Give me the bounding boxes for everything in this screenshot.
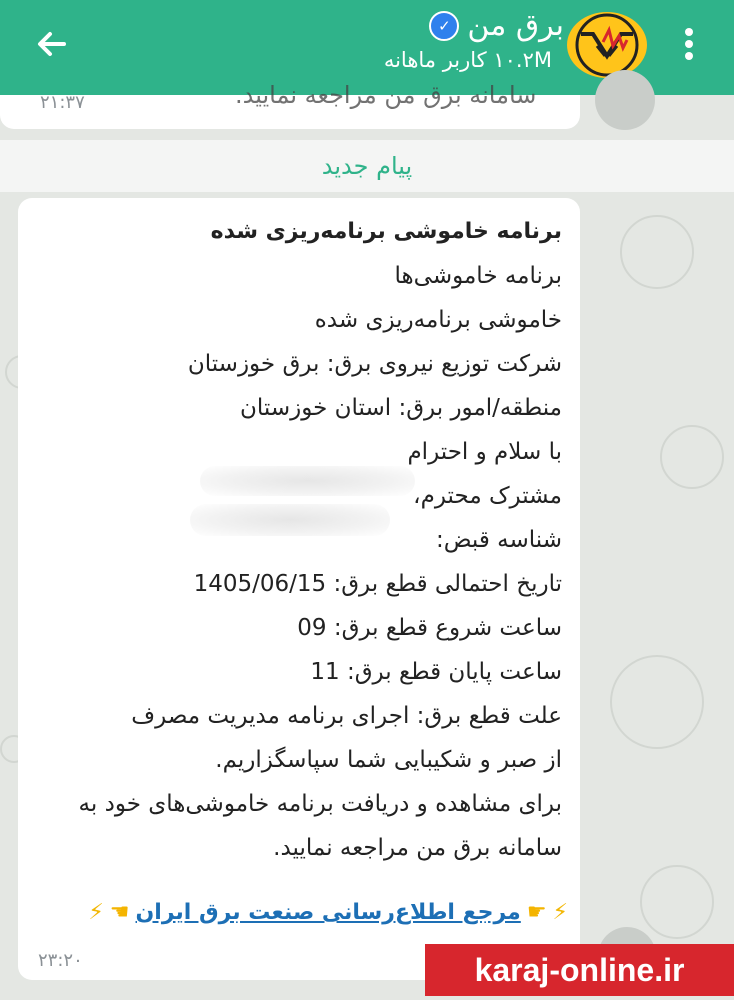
lightning-icon: ⚡ <box>552 900 568 925</box>
share-icon[interactable] <box>595 70 655 130</box>
message-line: شرکت توزیع نیروی برق: برق خوزستان <box>187 351 562 377</box>
reference-link[interactable]: مرجع اطلاع‌رسانی صنعت برق ایران <box>135 900 521 925</box>
message-line: برنامه خاموشی‌ها <box>394 263 562 289</box>
message-line: مشترک محترم، <box>413 483 562 509</box>
message-line: برای مشاهده و دریافت برنامه خاموشی‌های خود به <box>78 791 562 817</box>
pointing-hand-icon: ☚ <box>109 900 130 925</box>
message-line: ساعت پایان قطع برق: 11 <box>310 659 562 685</box>
channel-name: برق من <box>467 8 564 43</box>
message-heading: برنامه خاموشی برنامه‌ریزی شده <box>210 219 562 244</box>
more-vert-icon <box>672 20 706 68</box>
subscriber-count: ۱۰.۲M کاربر ماهانه <box>383 48 552 72</box>
footer-link-row <box>88 900 568 925</box>
watermark: karaj-online.ir <box>425 944 734 996</box>
power-logo-icon <box>567 12 647 78</box>
message-line: شناسه قبض: <box>436 527 562 553</box>
channel-avatar[interactable] <box>567 12 647 78</box>
message-text <box>2 210 562 870</box>
message-line: از صبر و شکیبایی شما سپاسگزاریم. <box>215 747 562 773</box>
message-line: خاموشی برنامه‌ریزی شده <box>314 307 562 333</box>
pointing-hand-icon: ☛ <box>526 900 547 925</box>
more-button[interactable] <box>672 20 706 68</box>
redacted-bill-id <box>190 504 390 536</box>
channel-title[interactable] <box>429 8 564 43</box>
message-line: سامانه برق من مراجعه نمایید. <box>273 835 562 861</box>
back-button[interactable] <box>30 22 74 66</box>
lightning-icon: ⚡ <box>88 900 104 925</box>
arrow-left-icon <box>30 22 74 66</box>
message-line: تاریخ احتمالی قطع برق: 1405/06/15 <box>193 571 562 597</box>
verified-badge-icon: ✓ <box>429 11 459 41</box>
message-time: ۲۳:۲۰ <box>38 950 83 971</box>
message-line: ساعت شروع قطع برق: 09 <box>297 615 562 641</box>
message-line: با سلام و احترام <box>407 439 562 465</box>
previous-message-text: سامانه برق من مراجعه نمایید. <box>235 81 537 109</box>
redacted-name <box>200 466 415 496</box>
new-messages-label: پیام جدید <box>321 152 413 180</box>
message-line: علت قطع برق: اجرای برنامه مدیریت مصرف <box>131 703 562 729</box>
previous-message-time: ۲۱:۳۷ <box>40 92 85 113</box>
message-line: منطقه/امور برق: استان خوزستان <box>240 395 562 421</box>
